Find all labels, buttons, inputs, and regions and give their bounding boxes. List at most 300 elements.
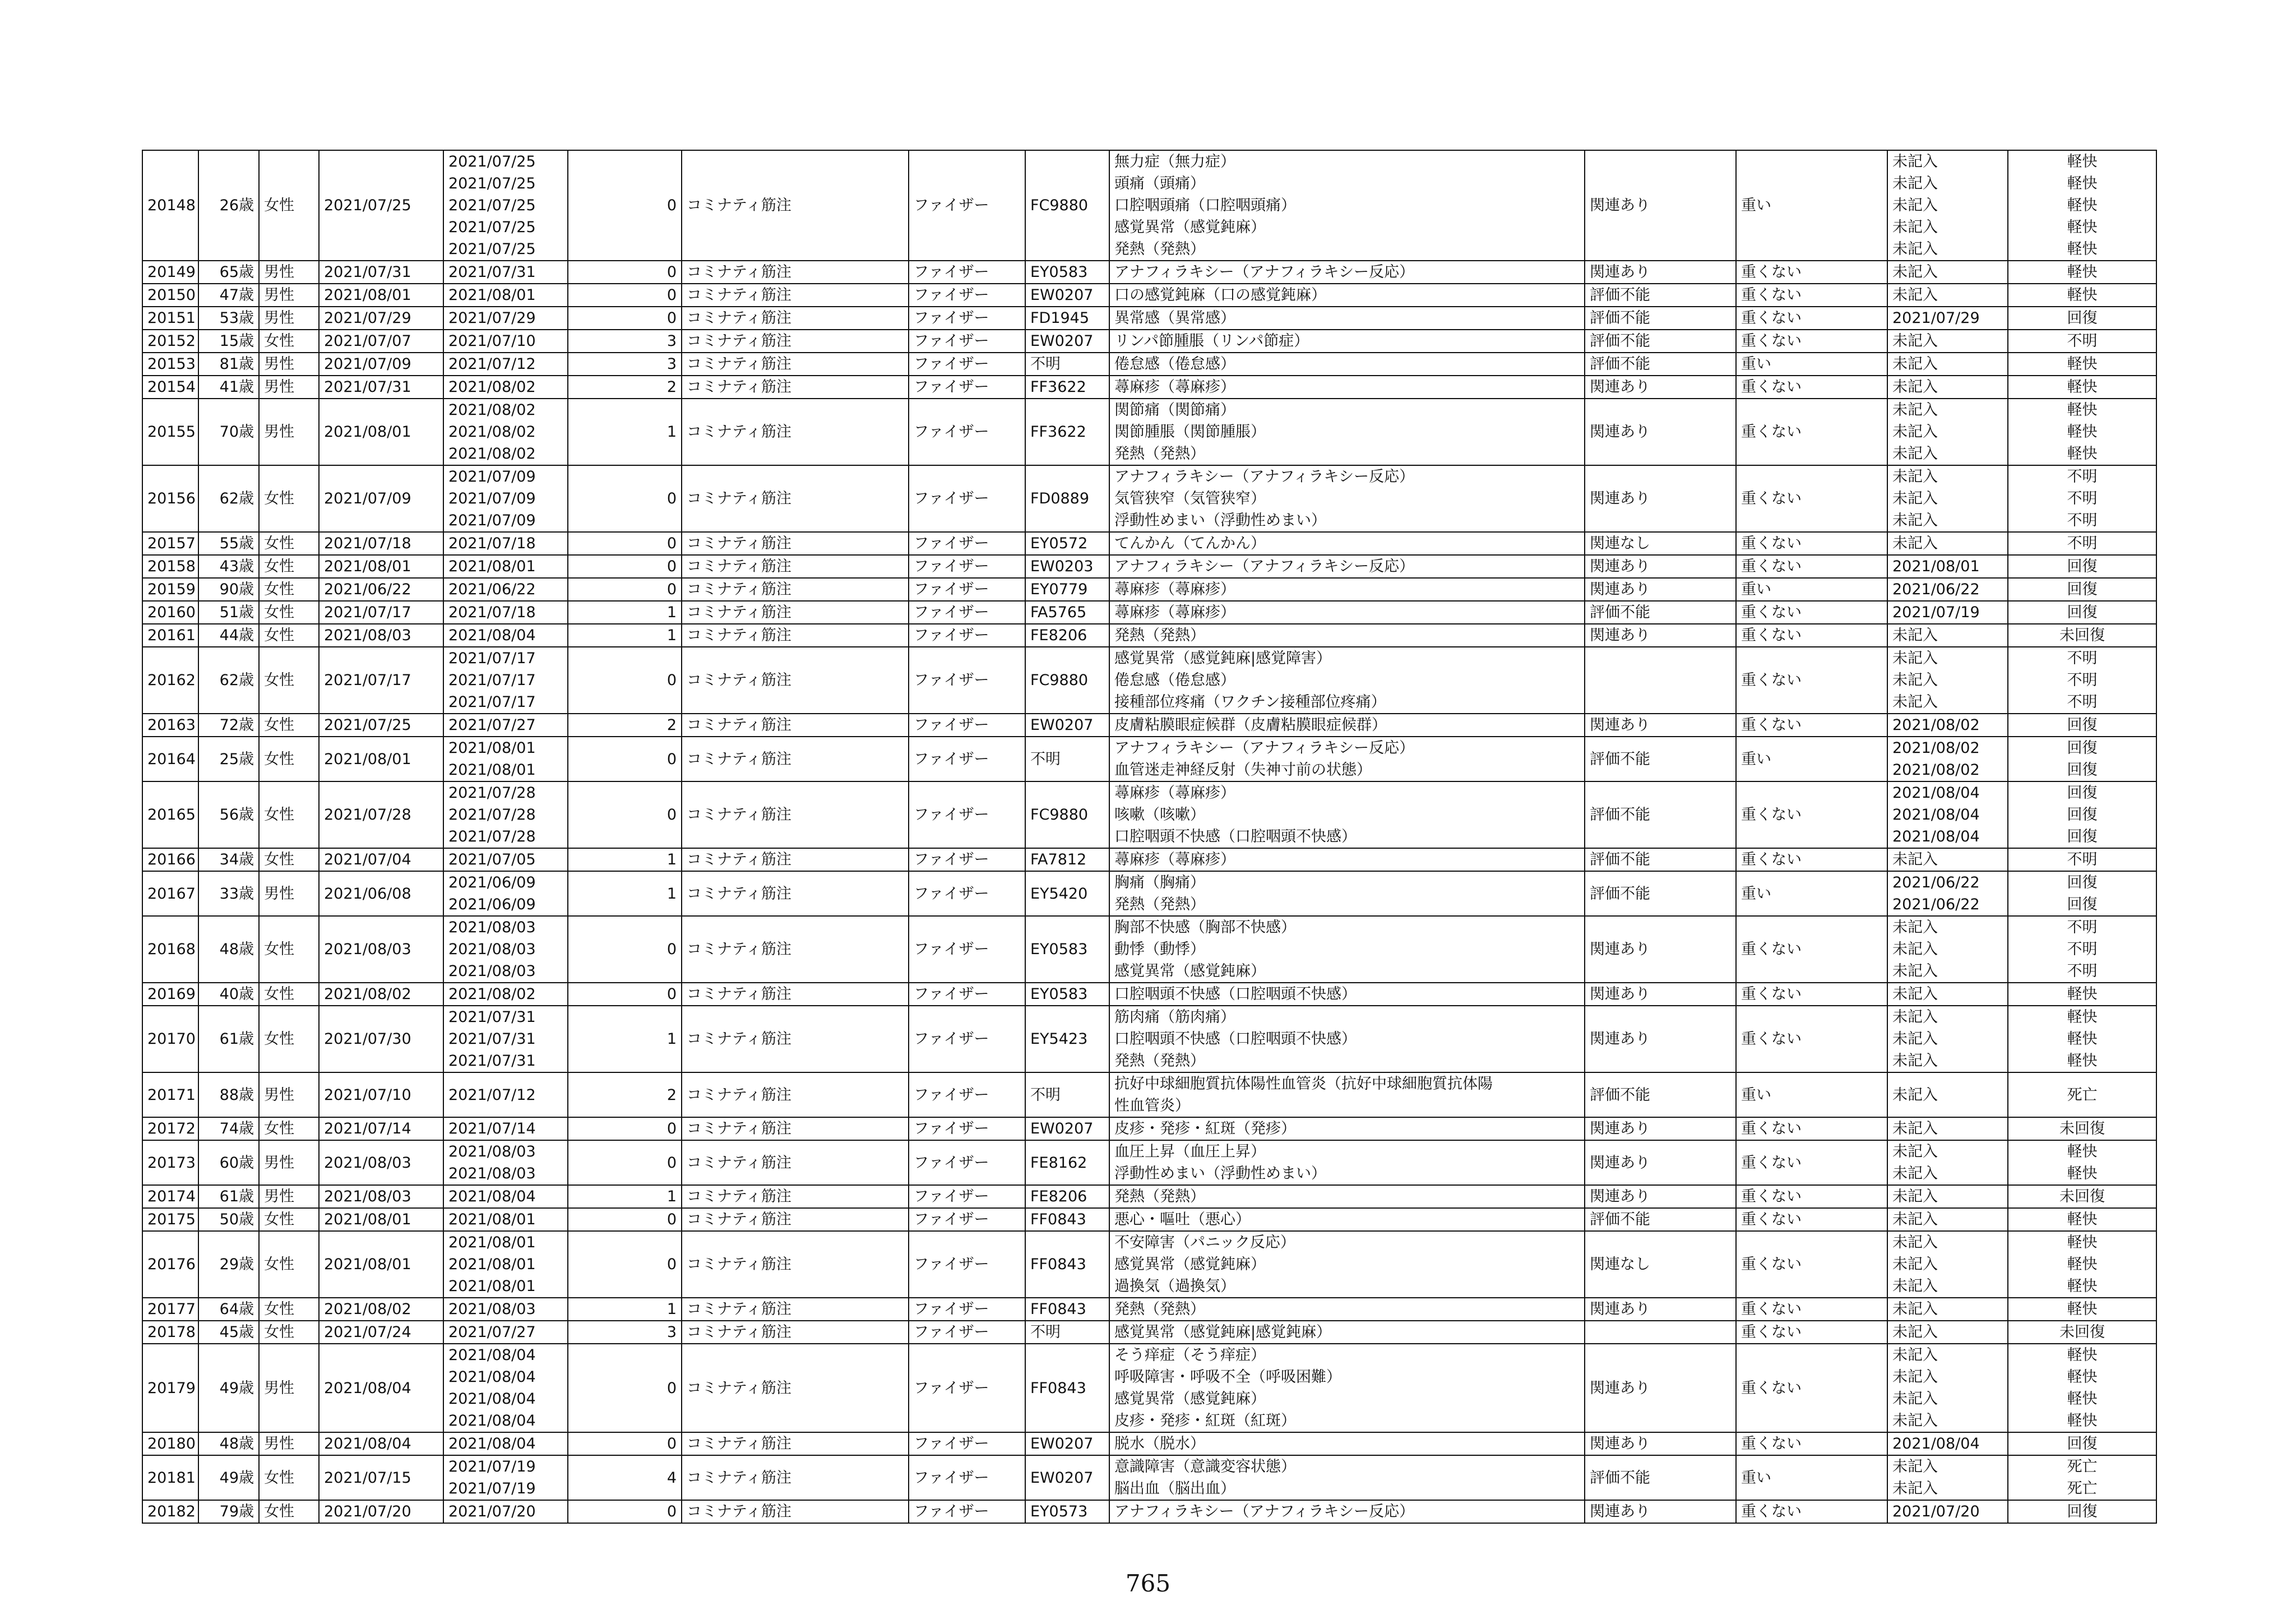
symptom-line: 接種部位疼痛（ワクチン接種部位疼痛） (1114, 693, 1386, 711)
outcome-cell (2008, 916, 2156, 983)
adverse-event-table (142, 150, 2157, 1524)
outcome-date-line: 2021/08/04 (1892, 806, 1980, 823)
age-cell: 49歳 (198, 1455, 259, 1500)
table-row (142, 848, 2156, 871)
outcome-date-cell (1887, 284, 2008, 307)
table-row (142, 1117, 2156, 1140)
causality-cell: 評価不能 (1585, 307, 1736, 330)
symptom-line: 不安障害（パニック反応） (1114, 1234, 1295, 1251)
case-number-cell: 20173 (142, 1140, 198, 1185)
days-to-onset-cell: 1 (568, 1006, 682, 1072)
causality-cell: 関連あり (1585, 555, 1736, 578)
symptom-line: アナフィラキシー（アナフィラキシー反応） (1114, 558, 1415, 575)
vaccination-date-cell: 2021/06/08 (319, 871, 443, 916)
onset-date-line: 2021/07/09 (448, 468, 536, 485)
causality-cell: 評価不能 (1585, 781, 1736, 848)
onset-date-line: 2021/08/02 (448, 378, 536, 396)
outcome-line: 不明 (2067, 851, 2098, 868)
onset-date-cell (443, 261, 568, 284)
manufacturer-cell: ファイザー (909, 330, 1025, 353)
outcome-date-line: 未記入 (1892, 240, 1938, 258)
onset-date-line: 2021/08/02 (448, 401, 536, 419)
onset-date-cell (443, 848, 568, 871)
severity-cell: 重くない (1736, 1298, 1887, 1321)
outcome-cell (2008, 624, 2156, 647)
onset-date-line: 2021/07/25 (448, 153, 536, 170)
onset-date-line: 2021/08/01 (448, 286, 536, 304)
manufacturer-cell: ファイザー (909, 1072, 1025, 1117)
onset-date-line: 2021/08/03 (448, 1165, 536, 1182)
outcome-cell (2008, 1455, 2156, 1500)
symptom-cell (1109, 601, 1585, 624)
onset-date-cell (443, 624, 568, 647)
case-number-cell: 20154 (142, 376, 198, 399)
manufacturer-cell: ファイザー (909, 983, 1025, 1006)
outcome-cell (2008, 1344, 2156, 1432)
case-number-cell: 20166 (142, 848, 198, 871)
outcome-cell (2008, 150, 2156, 261)
table-row (142, 1298, 2156, 1321)
days-to-onset-cell: 0 (568, 307, 682, 330)
vaccination-date-cell: 2021/08/01 (319, 555, 443, 578)
outcome-line: 不明 (2067, 693, 2098, 711)
vaccination-date-cell: 2021/07/15 (319, 1455, 443, 1500)
symptom-line: 呼吸障害・呼吸不全（呼吸困難） (1114, 1368, 1341, 1386)
outcome-line: 未回復 (2059, 1120, 2105, 1137)
symptom-cell (1109, 647, 1585, 714)
outcome-line: 未回復 (2059, 627, 2105, 644)
days-to-onset-cell: 0 (568, 1208, 682, 1231)
sex-cell: 女性 (259, 983, 319, 1006)
vaccine-name-cell: コミナティ筋注 (682, 601, 909, 624)
onset-date-line: 2021/08/03 (448, 941, 536, 958)
lot-number-cell: FF3622 (1025, 376, 1109, 399)
age-cell: 48歳 (198, 1432, 259, 1455)
sex-cell: 女性 (259, 1500, 319, 1523)
manufacturer-cell: ファイザー (909, 399, 1025, 465)
outcome-date-cell (1887, 578, 2008, 601)
outcome-date-line: 未記入 (1892, 1412, 1938, 1429)
onset-date-line: 2021/08/01 (448, 739, 536, 757)
outcome-date-line: 2021/08/01 (1892, 558, 1980, 575)
days-to-onset-cell: 0 (568, 916, 682, 983)
outcome-date-cell (1887, 714, 2008, 737)
sex-cell: 女性 (259, 465, 319, 532)
lot-number-cell: EY0583 (1025, 261, 1109, 284)
manufacturer-cell: ファイザー (909, 532, 1025, 555)
outcome-date-line: 未記入 (1892, 1278, 1938, 1295)
outcome-date-line: 未記入 (1892, 535, 1938, 552)
vaccine-name-cell: コミナティ筋注 (682, 376, 909, 399)
symptom-line: 浮動性めまい（浮動性めまい） (1114, 1165, 1326, 1182)
onset-date-line: 2021/08/01 (448, 1278, 536, 1295)
outcome-date-cell (1887, 150, 2008, 261)
sex-cell: 女性 (259, 1231, 319, 1298)
onset-date-line: 2021/07/12 (448, 1086, 536, 1104)
table-row (142, 532, 2156, 555)
days-to-onset-cell: 1 (568, 399, 682, 465)
symptom-line: 発熱（発熱） (1114, 445, 1205, 462)
lot-number-cell: FC9880 (1025, 647, 1109, 714)
outcome-line: 軽快 (2067, 1347, 2098, 1364)
lot-number-cell: FE8206 (1025, 624, 1109, 647)
vaccination-date-cell: 2021/07/20 (319, 1500, 443, 1523)
outcome-date-line: 未記入 (1892, 1052, 1938, 1070)
symptom-cell (1109, 1072, 1585, 1117)
age-cell: 62歳 (198, 647, 259, 714)
sex-cell: 女性 (259, 1321, 319, 1344)
outcome-line: 軽快 (2067, 240, 2098, 258)
symptom-cell (1109, 1006, 1585, 1072)
age-cell: 33歳 (198, 871, 259, 916)
onset-date-line: 2021/07/19 (448, 1458, 536, 1475)
onset-date-line: 2021/08/04 (448, 1347, 536, 1364)
onset-date-line: 2021/07/31 (448, 1052, 536, 1070)
vaccine-name-cell: コミナティ筋注 (682, 1321, 909, 1344)
outcome-line: 軽快 (2067, 153, 2098, 170)
table-row (142, 150, 2156, 261)
onset-date-line: 2021/08/03 (448, 919, 536, 936)
vaccination-date-cell: 2021/07/30 (319, 1006, 443, 1072)
symptom-line: 脳出血（脳出血） (1114, 1480, 1235, 1497)
symptom-cell (1109, 848, 1585, 871)
outcome-line: 不明 (2067, 963, 2098, 980)
outcome-line: 不明 (2067, 332, 2098, 350)
severity-cell: 重い (1736, 353, 1887, 376)
symptom-line: 発熱（発熱） (1114, 1301, 1205, 1318)
causality-cell: 関連なし (1585, 532, 1736, 555)
lot-number-cell: EY0779 (1025, 578, 1109, 601)
severity-cell: 重くない (1736, 284, 1887, 307)
onset-date-cell (443, 714, 568, 737)
severity-cell: 重くない (1736, 465, 1887, 532)
symptom-cell (1109, 1298, 1585, 1321)
sex-cell: 男性 (259, 399, 319, 465)
outcome-line: 軽快 (2067, 1278, 2098, 1295)
outcome-line: 軽快 (2067, 1368, 2098, 1386)
severity-cell: 重くない (1736, 1117, 1887, 1140)
table-row (142, 353, 2156, 376)
vaccine-name-cell: コミナティ筋注 (682, 647, 909, 714)
case-number-cell: 20174 (142, 1185, 198, 1208)
severity-cell: 重くない (1736, 307, 1887, 330)
onset-date-line: 2021/07/05 (448, 851, 536, 868)
outcome-line: 不明 (2067, 468, 2098, 485)
onset-date-line: 2021/07/18 (448, 535, 536, 552)
onset-date-cell (443, 307, 568, 330)
outcome-date-line: 2021/06/22 (1892, 896, 1980, 913)
age-cell: 64歳 (198, 1298, 259, 1321)
outcome-date-line: 未記入 (1892, 963, 1938, 980)
outcome-cell (2008, 983, 2156, 1006)
causality-cell: 評価不能 (1585, 1208, 1736, 1231)
symptom-line: アナフィラキシー（アナフィラキシー反応） (1114, 739, 1415, 757)
age-cell: 53歳 (198, 307, 259, 330)
outcome-date-line: 未記入 (1892, 650, 1938, 667)
outcome-date-line: 未記入 (1892, 1480, 1938, 1497)
causality-cell: 評価不能 (1585, 737, 1736, 781)
age-cell: 81歳 (198, 353, 259, 376)
table-row (142, 983, 2156, 1006)
onset-date-cell (443, 871, 568, 916)
onset-date-line: 2021/08/04 (448, 1435, 536, 1452)
severity-cell: 重くない (1736, 916, 1887, 983)
onset-date-cell (443, 1140, 568, 1185)
manufacturer-cell: ファイザー (909, 916, 1025, 983)
vaccination-date-cell: 2021/08/02 (319, 1298, 443, 1321)
symptom-cell (1109, 1432, 1585, 1455)
onset-date-line: 2021/07/25 (448, 197, 536, 214)
case-number-cell: 20152 (142, 330, 198, 353)
severity-cell: 重くない (1736, 555, 1887, 578)
table-row (142, 578, 2156, 601)
onset-date-cell (443, 284, 568, 307)
vaccine-name-cell: コミナティ筋注 (682, 578, 909, 601)
manufacturer-cell: ファイザー (909, 150, 1025, 261)
case-number-cell: 20151 (142, 307, 198, 330)
vaccine-name-cell: コミナティ筋注 (682, 1185, 909, 1208)
manufacturer-cell: ファイザー (909, 781, 1025, 848)
outcome-cell (2008, 578, 2156, 601)
outcome-line: 軽快 (2067, 219, 2098, 236)
age-cell: 43歳 (198, 555, 259, 578)
severity-cell: 重くない (1736, 1208, 1887, 1231)
outcome-date-line: 未記入 (1892, 1324, 1938, 1341)
days-to-onset-cell: 3 (568, 330, 682, 353)
causality-cell: 評価不能 (1585, 1072, 1736, 1117)
outcome-line: 軽快 (2067, 355, 2098, 373)
symptom-cell (1109, 330, 1585, 353)
outcome-cell (2008, 601, 2156, 624)
manufacturer-cell: ファイザー (909, 376, 1025, 399)
severity-cell: 重い (1736, 1455, 1887, 1500)
onset-date-cell (443, 150, 568, 261)
lot-number-cell: EW0207 (1025, 330, 1109, 353)
outcome-cell (2008, 871, 2156, 916)
page-number: 765 (1125, 1570, 1171, 1597)
outcome-date-line: 未記入 (1892, 1390, 1938, 1408)
causality-cell: 評価不能 (1585, 353, 1736, 376)
outcome-line: 軽快 (2067, 1143, 2098, 1160)
age-cell: 26歳 (198, 150, 259, 261)
causality-cell: 評価不能 (1585, 1455, 1736, 1500)
age-cell: 44歳 (198, 624, 259, 647)
vaccine-name-cell: コミナティ筋注 (682, 871, 909, 916)
table-row (142, 1140, 2156, 1185)
case-number-cell: 20149 (142, 261, 198, 284)
vaccine-name-cell: コミナティ筋注 (682, 983, 909, 1006)
onset-date-line: 2021/08/02 (448, 985, 536, 1003)
onset-date-line: 2021/08/04 (448, 1188, 536, 1205)
vaccination-date-cell: 2021/08/02 (319, 983, 443, 1006)
onset-date-cell (443, 1344, 568, 1432)
lot-number-cell: EW0207 (1025, 1455, 1109, 1500)
vaccine-name-cell: コミナティ筋注 (682, 916, 909, 983)
outcome-cell (2008, 1432, 2156, 1455)
outcome-cell (2008, 399, 2156, 465)
outcome-line: 軽快 (2067, 263, 2098, 281)
outcome-line: 死亡 (2067, 1480, 2098, 1497)
vaccination-date-cell: 2021/08/03 (319, 1140, 443, 1185)
onset-date-line: 2021/08/03 (448, 1143, 536, 1160)
onset-date-cell (443, 916, 568, 983)
onset-date-line: 2021/07/28 (448, 806, 536, 823)
outcome-cell (2008, 465, 2156, 532)
symptom-line: 無力症（無力症） (1114, 153, 1235, 170)
outcome-date-cell (1887, 1117, 2008, 1140)
sex-cell: 女性 (259, 1006, 319, 1072)
outcome-date-cell (1887, 848, 2008, 871)
sex-cell: 男性 (259, 284, 319, 307)
outcome-date-cell (1887, 532, 2008, 555)
outcome-date-line: 未記入 (1892, 693, 1938, 711)
causality-cell: 関連あり (1585, 1432, 1736, 1455)
table-row (142, 714, 2156, 737)
outcome-line: 軽快 (2067, 1234, 2098, 1251)
sex-cell: 女性 (259, 916, 319, 983)
symptom-line: そう痒症（そう痒症） (1114, 1347, 1266, 1364)
onset-date-line: 2021/08/03 (448, 963, 536, 980)
age-cell: 74歳 (198, 1117, 259, 1140)
vaccination-date-cell: 2021/08/03 (319, 916, 443, 983)
table-row (142, 737, 2156, 781)
onset-date-line: 2021/07/17 (448, 650, 536, 667)
sex-cell: 女性 (259, 555, 319, 578)
age-cell: 61歳 (198, 1006, 259, 1072)
onset-date-line: 2021/08/04 (448, 1368, 536, 1386)
table-row (142, 1432, 2156, 1455)
outcome-cell (2008, 714, 2156, 737)
causality-cell: 関連なし (1585, 1231, 1736, 1298)
symptom-line: 口腔咽頭不快感（口腔咽頭不快感） (1114, 828, 1357, 845)
outcome-date-line: 未記入 (1892, 1165, 1938, 1182)
onset-date-line: 2021/07/20 (448, 1503, 536, 1520)
outcome-date-line: 2021/07/29 (1892, 309, 1980, 327)
vaccination-date-cell: 2021/08/01 (319, 284, 443, 307)
severity-cell: 重くない (1736, 848, 1887, 871)
symptom-line: 咳嗽（咳嗽） (1114, 806, 1205, 823)
table-row (142, 1455, 2156, 1500)
outcome-date-line: 2021/08/04 (1892, 784, 1980, 802)
case-number-cell: 20158 (142, 555, 198, 578)
outcome-cell (2008, 353, 2156, 376)
days-to-onset-cell: 0 (568, 465, 682, 532)
lot-number-cell: EW0203 (1025, 555, 1109, 578)
onset-date-line: 2021/07/31 (448, 263, 536, 281)
lot-number-cell: EW0207 (1025, 714, 1109, 737)
symptom-line: 倦怠感（倦怠感） (1114, 355, 1235, 373)
outcome-date-line: 未記入 (1892, 1458, 1938, 1475)
case-number-cell: 20156 (142, 465, 198, 532)
onset-date-line: 2021/07/18 (448, 604, 536, 621)
table-row (142, 781, 2156, 848)
sex-cell: 男性 (259, 1432, 319, 1455)
vaccine-name-cell: コミナティ筋注 (682, 1432, 909, 1455)
vaccine-name-cell: コミナティ筋注 (682, 1208, 909, 1231)
outcome-line: 回復 (2067, 896, 2098, 913)
manufacturer-cell: ファイザー (909, 1185, 1025, 1208)
symptom-line: 動悸（動悸） (1114, 941, 1205, 958)
symptom-line: アナフィラキシー（アナフィラキシー反応） (1114, 263, 1415, 281)
causality-cell: 関連あり (1585, 465, 1736, 532)
onset-date-cell (443, 647, 568, 714)
onset-date-cell (443, 781, 568, 848)
vaccine-name-cell: コミナティ筋注 (682, 1500, 909, 1523)
severity-cell: 重くない (1736, 1321, 1887, 1344)
outcome-cell (2008, 1140, 2156, 1185)
manufacturer-cell: ファイザー (909, 1231, 1025, 1298)
vaccine-name-cell: コミナティ筋注 (682, 399, 909, 465)
onset-date-line: 2021/07/31 (448, 1008, 536, 1026)
onset-date-line: 2021/08/01 (448, 761, 536, 779)
case-number-cell: 20176 (142, 1231, 198, 1298)
symptom-cell (1109, 532, 1585, 555)
table-body (142, 150, 2156, 1523)
vaccination-date-cell: 2021/07/28 (319, 781, 443, 848)
case-number-cell: 20178 (142, 1321, 198, 1344)
days-to-onset-cell: 0 (568, 578, 682, 601)
case-number-cell: 20165 (142, 781, 198, 848)
outcome-date-line: 未記入 (1892, 851, 1938, 868)
onset-date-line: 2021/08/04 (448, 1390, 536, 1408)
severity-cell: 重くない (1736, 1344, 1887, 1432)
onset-date-cell (443, 1185, 568, 1208)
outcome-date-line: 未記入 (1892, 175, 1938, 192)
vaccination-date-cell: 2021/07/29 (319, 307, 443, 330)
symptom-line: 口腔咽頭不快感（口腔咽頭不快感） (1114, 1030, 1357, 1048)
table-row (142, 1185, 2156, 1208)
case-number-cell: 20175 (142, 1208, 198, 1231)
outcome-cell (2008, 1117, 2156, 1140)
onset-date-line: 2021/07/27 (448, 1324, 536, 1341)
days-to-onset-cell: 2 (568, 714, 682, 737)
symptom-cell (1109, 307, 1585, 330)
symptom-line: 蕁麻疹（蕁麻疹） (1114, 378, 1235, 396)
outcome-date-cell (1887, 1208, 2008, 1231)
vaccine-name-cell: コミナティ筋注 (682, 284, 909, 307)
vaccination-date-cell: 2021/07/09 (319, 465, 443, 532)
outcome-date-cell (1887, 1500, 2008, 1523)
case-number-cell: 20155 (142, 399, 198, 465)
sex-cell: 男性 (259, 1185, 319, 1208)
symptom-line: 意識障害（意識変容状態） (1114, 1458, 1296, 1475)
symptom-cell (1109, 871, 1585, 916)
severity-cell: 重い (1736, 737, 1887, 781)
causality-cell: 関連あり (1585, 261, 1736, 284)
table-row (142, 555, 2156, 578)
severity-cell: 重くない (1736, 261, 1887, 284)
symptom-line: 口腔咽頭不快感（口腔咽頭不快感） (1114, 985, 1357, 1003)
age-cell: 72歳 (198, 714, 259, 737)
outcome-date-line: 未記入 (1892, 197, 1938, 214)
severity-cell: 重くない (1736, 601, 1887, 624)
outcome-cell (2008, 307, 2156, 330)
outcome-cell (2008, 1500, 2156, 1523)
vaccination-date-cell: 2021/07/17 (319, 601, 443, 624)
symptom-cell (1109, 1185, 1585, 1208)
case-number-cell: 20169 (142, 983, 198, 1006)
outcome-line: 回復 (2067, 806, 2098, 823)
symptom-line: 感覚異常（感覚鈍麻|感覚障害） (1114, 650, 1332, 667)
symptom-line: 倦怠感（倦怠感） (1114, 672, 1235, 689)
outcome-cell (2008, 1072, 2156, 1117)
age-cell: 51歳 (198, 601, 259, 624)
vaccination-date-cell: 2021/08/01 (319, 737, 443, 781)
age-cell: 60歳 (198, 1140, 259, 1185)
outcome-line: 不明 (2067, 512, 2098, 529)
symptom-line: 浮動性めまい（浮動性めまい） (1114, 512, 1326, 529)
severity-cell: 重くない (1736, 983, 1887, 1006)
